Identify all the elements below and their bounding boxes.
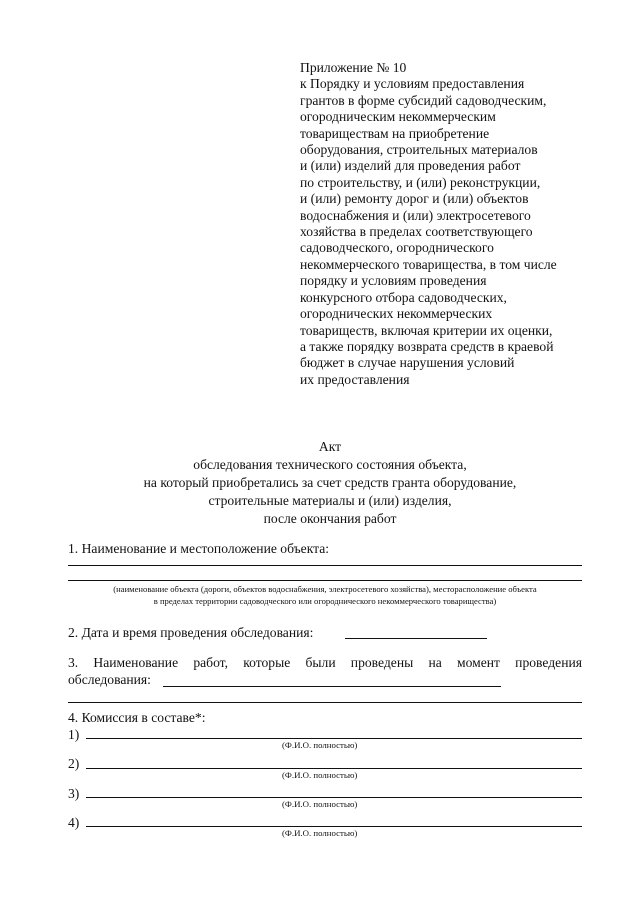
appendix-line: Приложение № 10 — [300, 60, 407, 75]
appendix-line: водоснабжения и (или) электросетевого — [300, 207, 531, 223]
appendix-line: товариществ, включая критерии их оценки, — [300, 322, 553, 338]
appendix-line: хозяйства в пределах соответствующего — [300, 224, 533, 240]
object-name-line — [68, 565, 582, 566]
appendix-line: огороднических некоммерческих — [300, 306, 493, 322]
works-name-line-2 — [68, 702, 582, 703]
appendix-line: бюджет в случае нарушения условий — [300, 355, 515, 371]
appendix-line: огородническим некоммерческим — [300, 109, 496, 125]
appendix-line: оборудования, строительных материалов — [300, 142, 538, 158]
title-line: строительные материалы и (или) изделия, — [208, 493, 452, 508]
member-caption: (Ф.И.О. полностью) — [282, 740, 358, 750]
appendix-line: садоводческого, огороднического — [300, 240, 494, 256]
section-2-label: 2. Дата и время проведения обследования: — [68, 625, 314, 640]
member-caption: (Ф.И.О. полностью) — [282, 828, 358, 838]
note-line: (наименование объекта (дороги, объектов водоснабжения, электросетевого хозяйства), месторасположение объекта — [113, 584, 537, 594]
member-2-line — [86, 768, 582, 769]
section-4-label: 4. Комиссия в составе*: — [68, 710, 206, 725]
note-line: в пределах территории садоводческого или огороднического некоммерческого товарищества) — [153, 595, 497, 606]
section-3-label: 3. Наименование работ, которые были проведены на момент проведения — [68, 655, 582, 670]
appendix-line: по строительству, и (или) реконструкции, — [300, 174, 541, 190]
member-4-line — [86, 826, 582, 827]
member-1-line — [86, 738, 582, 739]
member-3-line — [86, 797, 582, 798]
inspection-datetime-line — [345, 638, 487, 639]
appendix-line: грантов в форме субсидий садоводческим, — [300, 92, 547, 108]
appendix-line: и (или) ремонту дорог и (или) объектов — [300, 191, 529, 207]
title-line: обследования технического состояния объекта, — [193, 457, 467, 472]
appendix-header — [300, 60, 600, 388]
appendix-line: товариществам на приобретение — [300, 125, 490, 141]
document-title — [60, 438, 600, 528]
object-location-line — [68, 580, 582, 581]
appendix-line: к Порядку и условиям предоставления — [300, 76, 525, 92]
member-number: 1) — [68, 727, 80, 742]
appendix-line: порядку и условиям проведения — [300, 273, 487, 289]
section-3-label-cont: обследования: — [68, 672, 151, 687]
appendix-line: конкурсного отбора садоводческих, — [300, 289, 507, 305]
member-caption: (Ф.И.О. полностью) — [282, 799, 358, 809]
appendix-line: их предоставления — [300, 371, 410, 387]
member-number: 2) — [68, 756, 80, 771]
appendix-line: и (или) изделий для проведения работ — [300, 158, 521, 174]
section-1-label: 1. Наименование и местоположение объекта: — [68, 541, 330, 556]
member-caption: (Ф.И.О. полностью) — [282, 770, 358, 780]
title-line: Акт — [318, 439, 342, 454]
works-name-line — [163, 686, 501, 687]
member-number: 4) — [68, 815, 80, 830]
title-line: на который приобретались за счет средств гранта оборудование, — [143, 475, 517, 490]
member-number: 3) — [68, 786, 80, 801]
title-line: после окончания работ — [263, 511, 397, 526]
section-1-note — [68, 584, 582, 607]
appendix-line: некоммерческого товарищества, в том числе — [300, 256, 557, 272]
appendix-line: а также порядку возврата средств в краевой — [300, 338, 554, 354]
